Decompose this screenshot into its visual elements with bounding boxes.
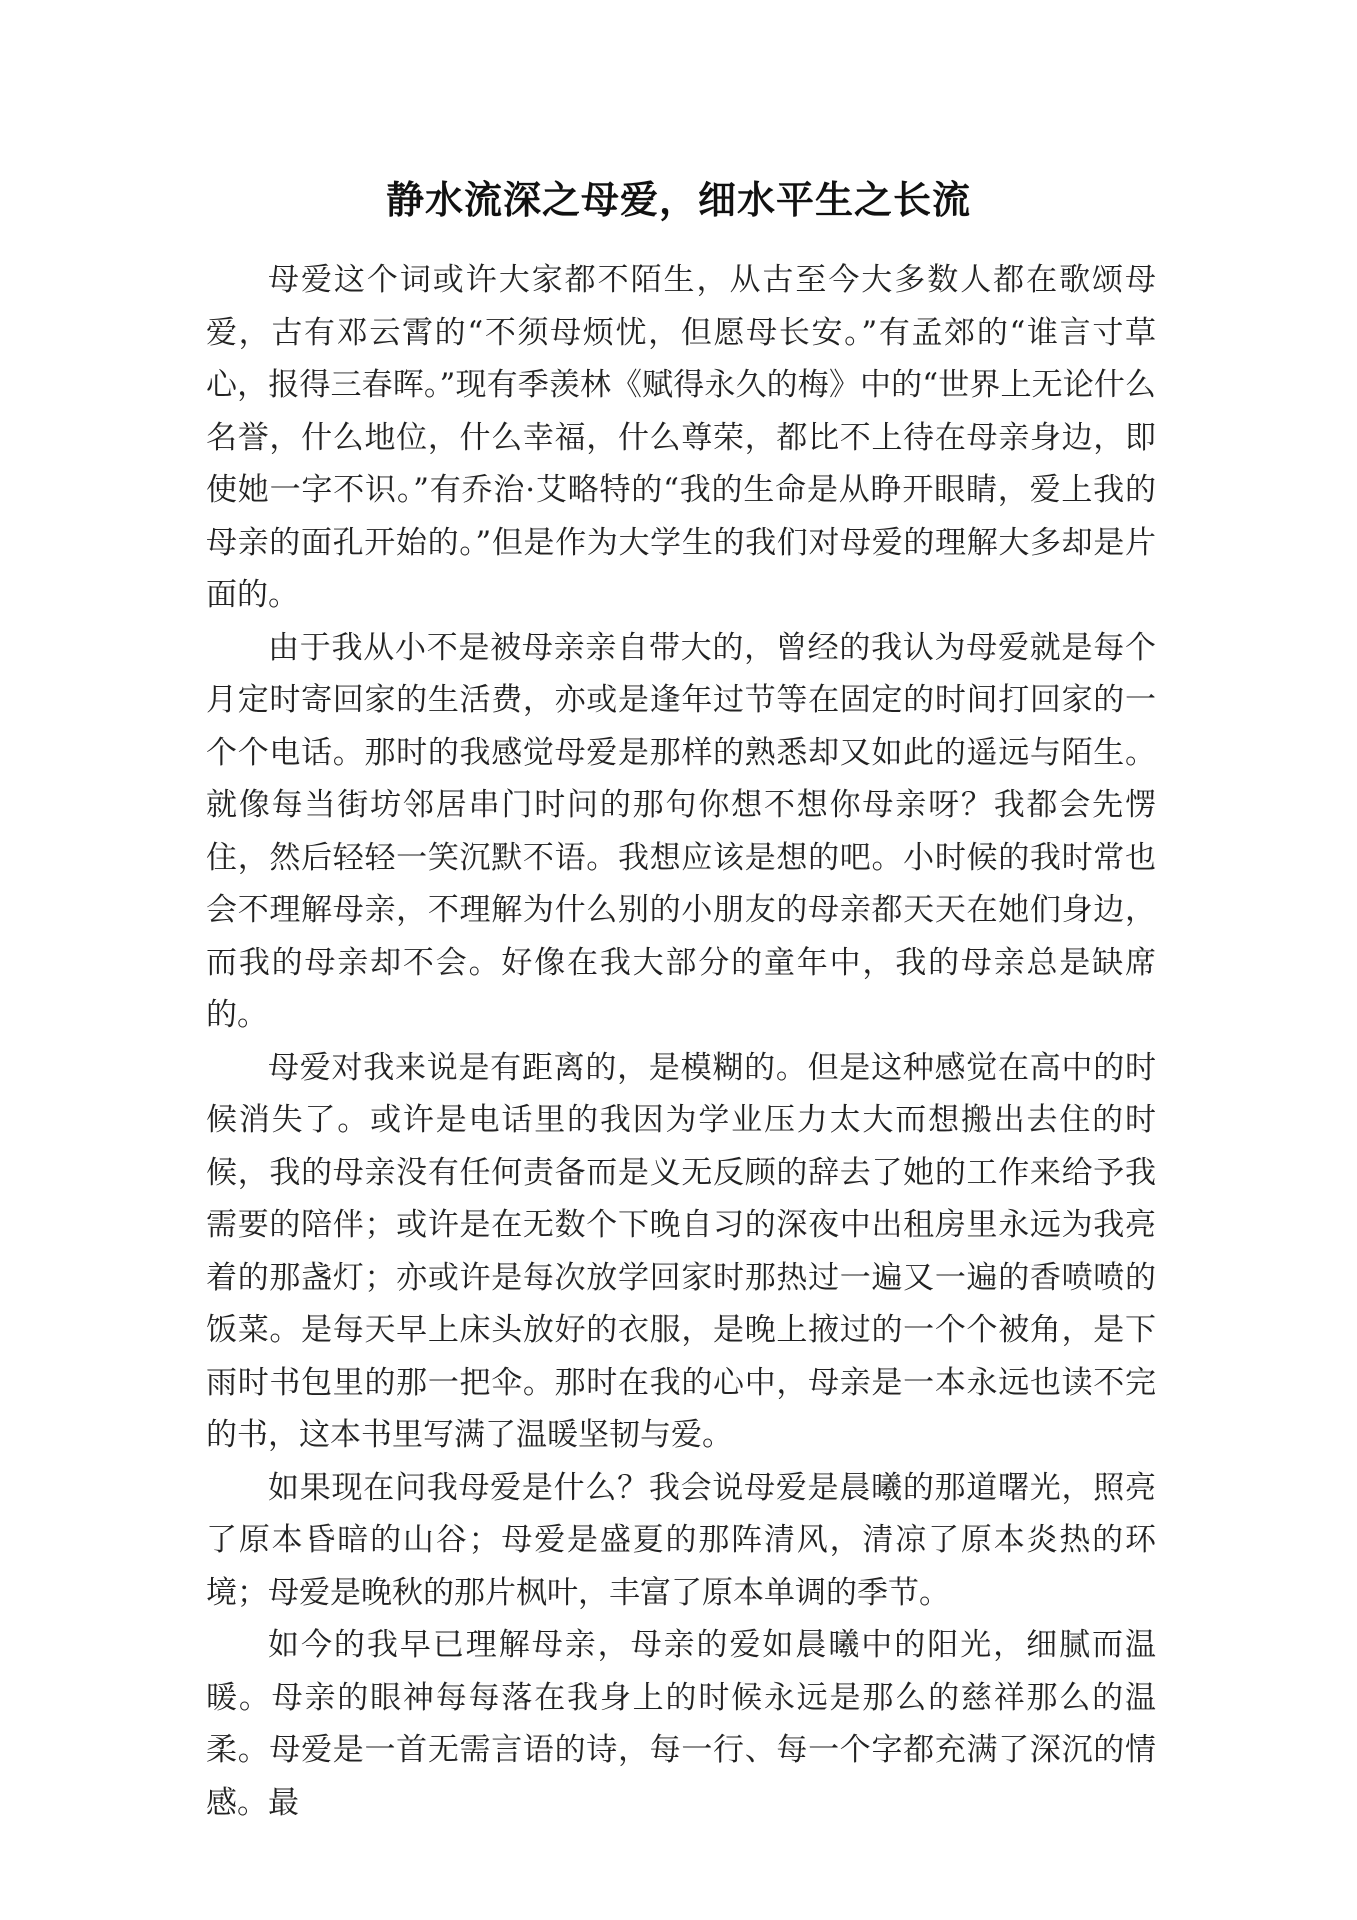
paragraph: 如果现在问我母爱是什么？我会说母爱是晨曦的那道曙光，照亮了原本昏暗的山谷；母爱是盛夏的那阵清风，清凉了原本炎热的环境；母爱是晚秋的那片枫叶，丰富了原本单调的季节。 <box>206 1469 1156 1611</box>
paragraph: 由于我从小不是被母亲亲自带大的，曾经的我认为母爱就是每个月定时寄回家的生活费，亦或是逢年过节等在固定的时间打回家的一个个电话。那时的我感觉母爱是那样的熟悉却又如此的遥远与陌生。就像每当街坊邻居串门时问的那句你想不想你母亲呀？我都会先愣住，然后轻轻一笑沉默不语。我想应该是想的吧。小时候的我时常也会不理解母亲，不理解为什么别的小朋友的母亲都天天在她们身边，而我的母亲却不会。好像在我大部分的童年中，我的母亲总是缺席的。 <box>206 629 1156 1033</box>
document-body <box>206 254 1156 1829</box>
paragraph: 母爱这个词或许大家都不陌生，从古至今大多数人都在歌颂母爱，古有邓云霄的“不须母烦忧，但愿母长安。”有孟郊的“谁言寸草心，报得三春晖。”现有季羡林《赋得永久的梅》中的“世界上无论什么名誉，什么地位，什么幸福，什么尊荣，都比不上待在母亲身边，即使她一字不识。”有乔治·艾略特的“我的生命是从睁开眼睛，爱上我的母亲的面孔开始的。”但是作为大学生的我们对母爱的理解大多却是片面的。 <box>206 262 1156 613</box>
document-title: 静水流深之母爱，细水平生之长流 <box>385 178 971 222</box>
paragraph: 如今的我早已理解母亲，母亲的爱如晨曦中的阳光，细腻而温暖。母亲的眼神每每落在我身上的时候永远是那么的慈祥那么的温柔。母爱是一首无需言语的诗，每一行、每一个字都充满了深沉的情感。最 <box>206 1627 1156 1821</box>
paragraph: 母爱对我来说是有距离的，是模糊的。但是这种感觉在高中的时候消失了。或许是电话里的我因为学业压力太大而想搬出去住的时候，我的母亲没有任何责备而是义无反顾的辞去了她的工作来给予我需要的陪伴；或许是在无数个下晚自习的深夜中出租房里永远为我亮着的那盏灯；亦或许是每次放学回家时那热过一遍又一遍的香喷喷的饭菜。是每天早上床头放好的衣服，是晚上掖过的一个个被角，是下雨时书包里的那一把伞。那时在我的心中，母亲是一本永远也读不完的书，这本书里写满了温暖坚韧与爱。 <box>206 1049 1156 1453</box>
